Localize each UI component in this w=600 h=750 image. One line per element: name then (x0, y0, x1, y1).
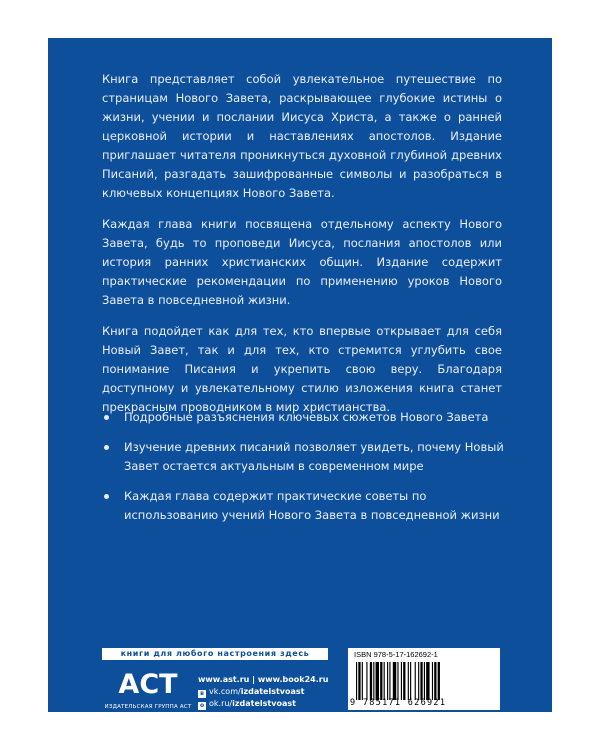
barcode-bar (380, 662, 382, 700)
vk-icon: в (198, 690, 206, 698)
barcode-bar (403, 662, 405, 700)
barcode-bar (415, 662, 416, 700)
logo-mark-text: АСТ (118, 669, 178, 700)
website-links[interactable]: www.ast.ru | www.book24.ru (198, 675, 329, 684)
publisher-links (198, 674, 328, 710)
description-paragraph-1: Книга представляет собой увлекательное путешествие по страницам Нового Завета, раскрывающее глубокие истины о жизни, учении и послании Иисуса Христа, а также о ранней церковной истории и наставлениях апостолов. Издание приглашает читателя проникнуться духовной глубиной древних Писаний, разгадать зашифрованные символы и разобраться в ключевых концепциях Нового Завета. (102, 72, 502, 200)
barcode-digits: 9 785171 626921 (350, 698, 447, 708)
barcode-bar (389, 662, 390, 700)
barcode-bar (426, 662, 429, 700)
isbn-barcode-box (348, 648, 500, 710)
feature-item (102, 487, 512, 525)
bullet-dot-icon (104, 445, 109, 450)
barcode-bar (432, 662, 433, 700)
logo-mark (102, 670, 194, 700)
barcode-bar (384, 662, 385, 700)
barcode-bar (362, 662, 363, 700)
barcode-bar (356, 662, 357, 700)
barcode-bar (438, 662, 440, 700)
barcode-bar (358, 662, 360, 700)
barcode-bar (410, 662, 411, 700)
barcode-bar (366, 662, 367, 700)
logo-caption: ИЗДАТЕЛЬСКАЯ ГРУППА АСТ (104, 704, 192, 710)
book-description (102, 70, 502, 429)
barcode-bar (434, 662, 436, 700)
description-paragraph-2: Каждая глава книги посвящена отдельному аспекту Нового Завета, будь то проповеди Иисуса, послания апостолов или история ранних христианских общин. Издание содержит практические рекомендации по применению уроков Нового Завета в повседневной жизни. (102, 217, 502, 307)
feature-text: Каждая глава содержит практические советы по использованию учений Нового Завета в повседневной жизни (124, 489, 500, 522)
barcode-bar (420, 662, 422, 700)
barcode (356, 662, 494, 700)
description-paragraph-3: Книга подойдет как для тех, кто впервые открывает для себя Новый Завет, так и для тех, кто стремится углубить свое понимание Писания и укрепить свою веру. Благодаря доступному и увлекательному стилю изложения книга станет прекрасным проводником в мир христианства. (102, 324, 502, 414)
bullet-dot-icon (104, 494, 109, 499)
feature-item (102, 408, 512, 427)
ok-icon: о (199, 702, 205, 709)
barcode-bar (397, 662, 398, 700)
barcode-bar (387, 662, 388, 700)
back-cover (48, 38, 552, 712)
barcode-bar (376, 662, 379, 700)
feature-list (102, 408, 512, 536)
vk-link[interactable]: в vk.com/izdatelstvoast (198, 686, 328, 698)
barcode-bar (424, 662, 425, 700)
barcode-bar (401, 662, 402, 700)
barcode-bar (370, 662, 372, 700)
feature-text: Изучение древних писаний позволяет увидеть, почему Новый Завет остается актуальным в современном мире (124, 440, 504, 473)
barcode-bar (373, 662, 374, 700)
isbn-number: ISBN 978-5-17-162692-1 (354, 650, 438, 659)
feature-text: Подробные разъяснения ключевых сюжетов Нового Завета (124, 410, 489, 424)
ok-link[interactable]: о ok.ru/izdatelstvoast (199, 699, 296, 709)
publisher-slogan: книги для любого настроения здесь (102, 648, 328, 660)
barcode-bar (408, 662, 409, 700)
publisher-logo (102, 670, 194, 710)
bullet-dot-icon (104, 415, 109, 420)
barcode-bar (393, 662, 396, 700)
barcode-bar (418, 662, 419, 700)
feature-item (102, 438, 512, 476)
